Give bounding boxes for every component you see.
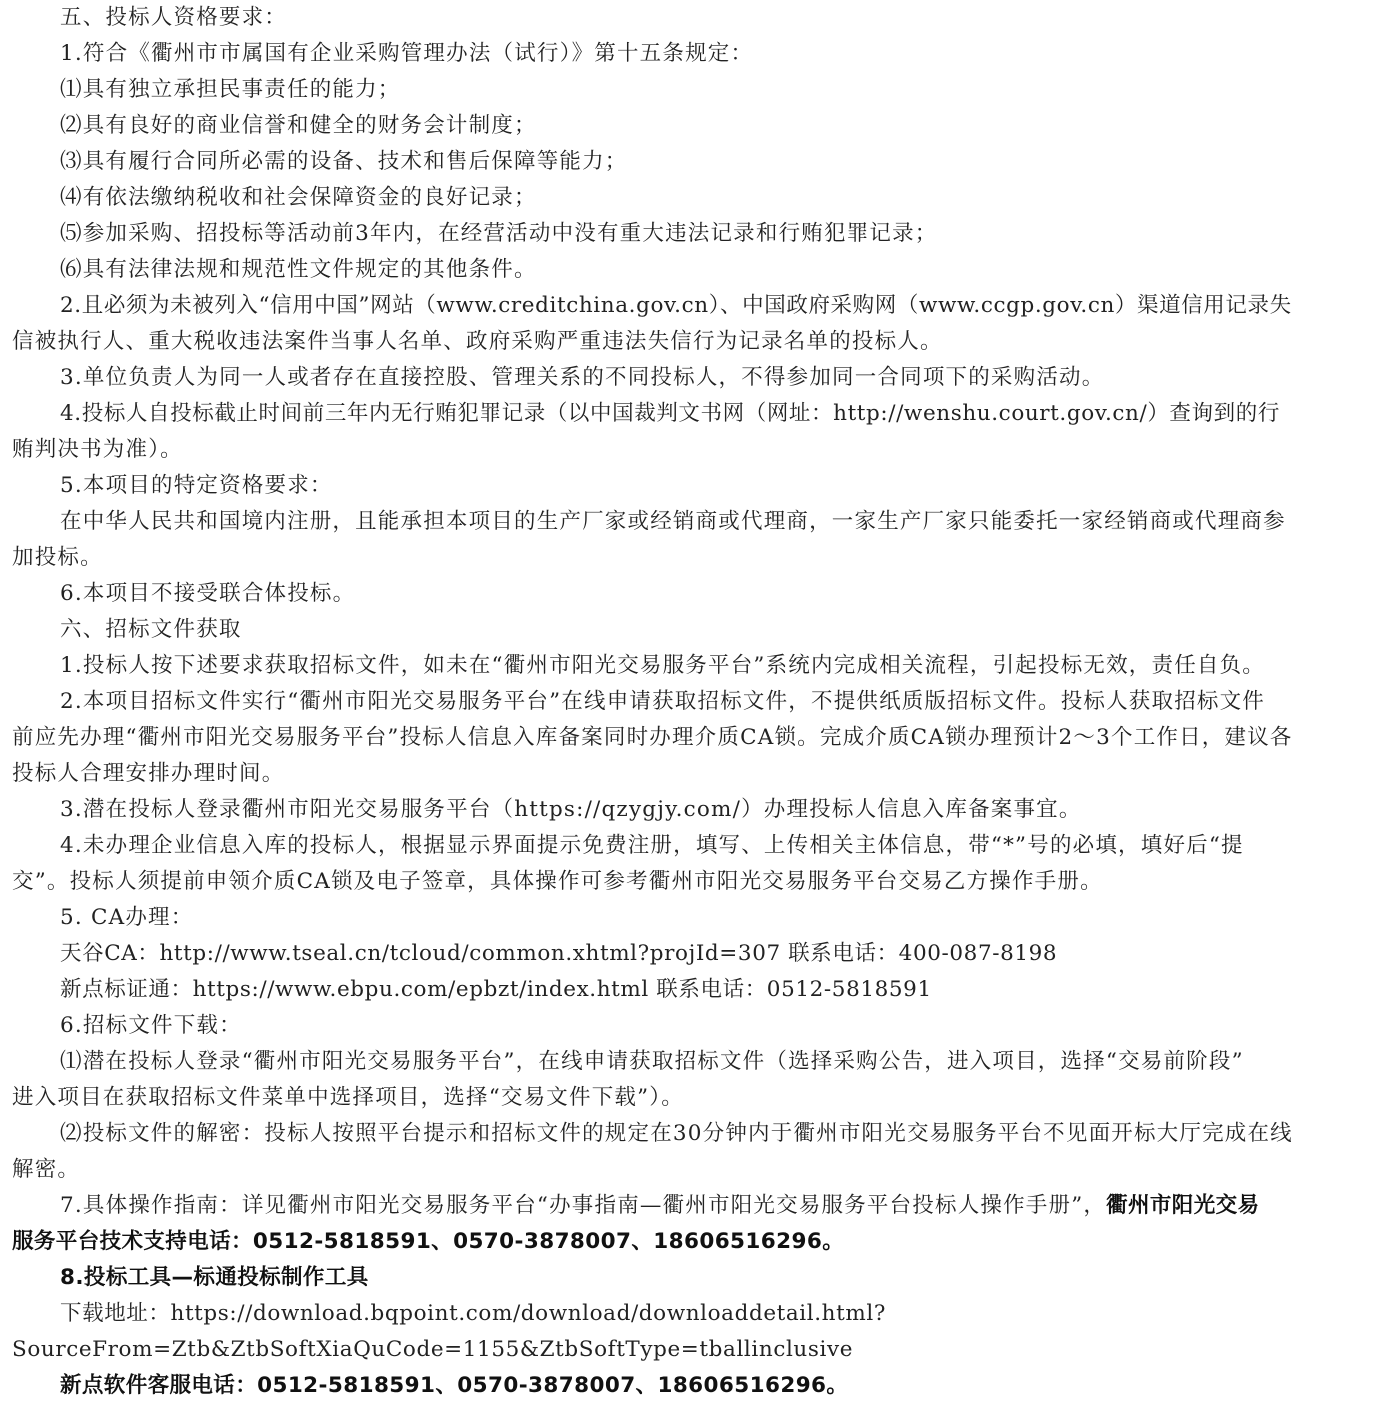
paragraph-line: 前应先办理“衢州市阳光交易服务平台”投标人信息入库备案同时办理介质CA锁。完成介质CA锁办理预计2～3个工作日，建议各: [12, 725, 1293, 750]
paragraph-line: 3.单位负责人为同一人或者存在直接控股、管理关系的不同投标人，不得参加同一合同项下的采购活动。: [60, 365, 1105, 390]
list-item: ⑸参加采购、招投标等活动前3年内，在经营活动中没有重大违法记录和行贿犯罪记录；: [60, 221, 938, 246]
paragraph-line: 2.本项目招标文件实行“衢州市阳光交易服务平台”在线申请获取招标文件，不提供纸质版招标文件。投标人获取招标文件: [60, 689, 1266, 714]
tool-heading: 8.投标工具—标通投标制作工具: [60, 1265, 369, 1290]
paragraph-line: 在中华人民共和国境内注册，且能承担本项目的生产厂家或经销商或代理商，一家生产厂家只能委托一家经销商或代理商参: [60, 509, 1286, 534]
paragraph-line: 1.投标人按下述要求获取招标文件，如未在“衢州市阳光交易服务平台”系统内完成相关流程，引起投标无效，责任自负。: [60, 653, 1266, 678]
paragraph-line: 投标人合理安排办理时间。: [12, 761, 285, 786]
list-item: ⑴具有独立承担民事责任的能力；: [60, 77, 401, 102]
paragraph-line: 5. CA办理：: [60, 905, 194, 930]
section-heading-6: 六、招标文件获取: [60, 617, 242, 642]
paragraph-line: 4.投标人自投标截止时间前三年内无行贿犯罪记录（以中国裁判文书网（网址：http://wenshu.court.gov.cn/）查询到的行: [60, 401, 1280, 426]
paragraph-line: [12, 1188, 1368, 1224]
list-item: ⑵具有良好的商业信誉和健全的财务会计制度；: [60, 113, 537, 138]
guide-text: 7.具体操作指南：详见衢州市阳光交易服务平台“办事指南—衢州市阳光交易服务平台投标人操作手册”，: [60, 1193, 1107, 1218]
paragraph-line: 2.且必须为未被列入“信用中国”网站（www.creditchina.gov.cn）、中国政府采购网（www.ccgp.gov.cn）渠道信用记录失: [60, 293, 1292, 318]
download-url-line: 下载地址：https://download.bqpoint.com/download/downloaddetail.html?: [60, 1301, 886, 1326]
paragraph-line: 5.本项目的特定资格要求：: [60, 473, 333, 498]
ca-contact-line: 天谷CA：http://www.tseal.cn/tcloud/common.xhtml?projId=307 联系电话：400-087-8198: [60, 941, 1058, 966]
list-item: ⑴潜在投标人登录“衢州市阳光交易服务平台”，在线申请获取招标文件（选择采购公告，进入项目，选择“交易前阶段”: [60, 1049, 1244, 1074]
paragraph-line: 6.招标文件下载：: [60, 1013, 242, 1038]
support-phone-line: 服务平台技术支持电话：0512-5818591、0570-3878007、18606516296。: [12, 1229, 845, 1254]
paragraph-line: 解密。: [12, 1157, 81, 1182]
download-url-line: SourceFrom=Ztb&ZtbSoftXiaQuCode=1155&ZtbSoftType=tballinclusive: [12, 1337, 854, 1362]
paragraph-line: 进入项目在获取招标文件菜单中选择项目，选择“交易文件下载”）。: [12, 1085, 684, 1110]
document-body: [12, 0, 1368, 1404]
paragraph-line: 信被执行人、重大税收违法案件当事人名单、政府采购严重违法失信行为记录名单的投标人。: [12, 329, 943, 354]
list-item: ⑷有依法缴纳税收和社会保障资金的良好记录；: [60, 185, 537, 210]
paragraph-line: 3.潜在投标人登录衢州市阳光交易服务平台（https://qzygjy.com/）办理投标人信息入库备案事宜。: [60, 797, 1082, 822]
paragraph-line: 交”。投标人须提前申领介质CA锁及电子签章，具体操作可参考衢州市阳光交易服务平台交易乙方操作手册。: [12, 869, 1103, 894]
paragraph-line: 4.未办理企业信息入库的投标人，根据显示界面提示免费注册，填写、上传相关主体信息，带“*”号的必填，填好后“提: [60, 833, 1244, 858]
list-item: ⑵投标文件的解密：投标人按照平台提示和招标文件的规定在30分钟内于衢州市阳光交易服务平台不见面开标大厅完成在线: [60, 1121, 1293, 1146]
ca-contact-line: 新点标证通：https://www.ebpu.com/epbzt/index.html 联系电话：0512-5818591: [60, 977, 932, 1002]
paragraph-line: 1.符合《衢州市市属国有企业采购管理办法（试行）》第十五条规定：: [60, 41, 754, 66]
paragraph-line: 6.本项目不接受联合体投标。: [60, 581, 356, 606]
list-item: ⑹具有法律法规和规范性文件规定的其他条件。: [60, 257, 537, 282]
section-heading-5: 五、投标人资格要求：: [60, 5, 288, 30]
paragraph-line: 加投标。: [12, 545, 103, 570]
service-phone-line: 新点软件客服电话：0512-5818591、0570-3878007、18606516296。: [60, 1373, 849, 1398]
list-item: ⑶具有履行合同所必需的设备、技术和售后保障等能力；: [60, 149, 628, 174]
paragraph-line: 贿判决书为准）。: [12, 437, 183, 462]
support-phone-text: 衢州市阳光交易: [1106, 1193, 1260, 1218]
